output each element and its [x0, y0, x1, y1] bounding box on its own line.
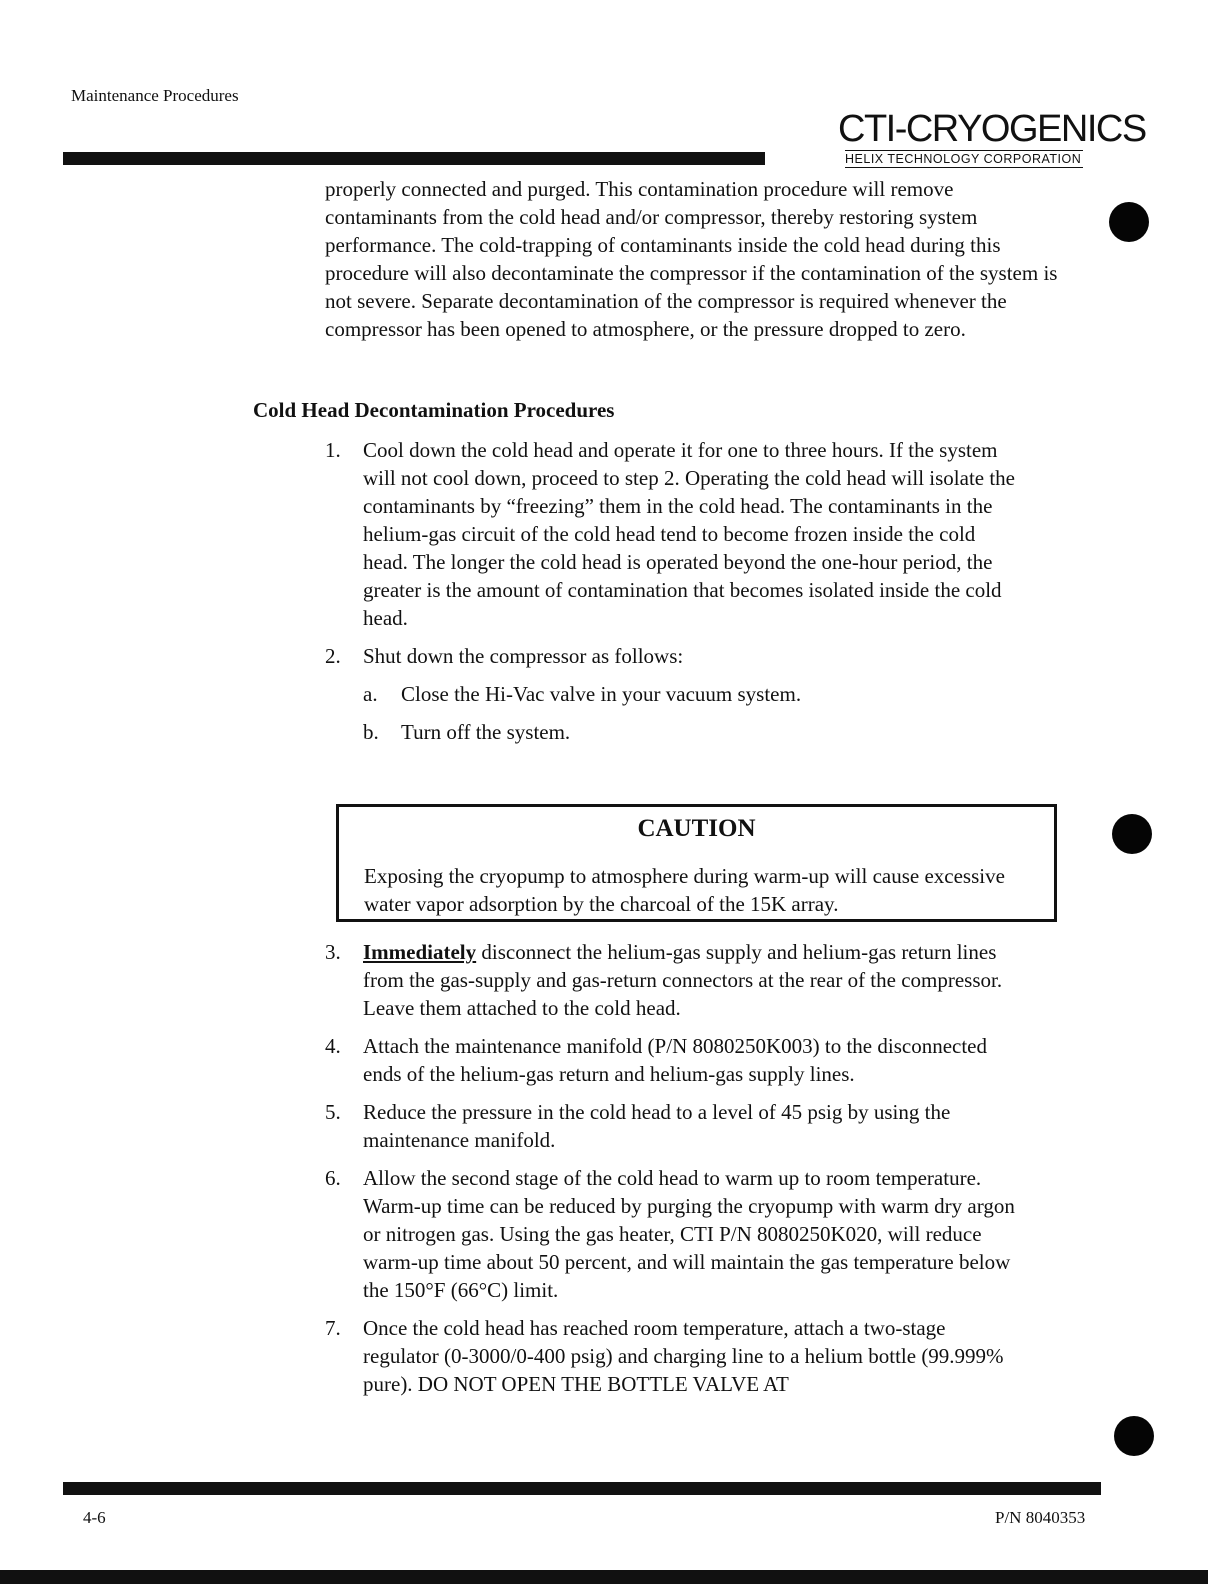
section-heading: Cold Head Decontamination Procedures — [253, 398, 615, 422]
list-item — [325, 1164, 1025, 1304]
caution-text: Exposing the cryopump to atmosphere during warm-up will cause excessive water vapor adsorption by the charcoal of the 15K array. — [364, 864, 1005, 916]
punch-hole-icon — [1114, 1416, 1154, 1456]
step-number: 1. — [325, 438, 341, 462]
company-logo: CTI-CRYOGENICS — [838, 108, 1146, 150]
step-text: Allow the second stage of the cold head to warm up to room temperature. Warm-up time can be reduced by purging the cryopump with warm dry argon or nitrogen gas. Using the gas heater, CTI P/N 8080250K020, will reduce warm-up time about 50 percent, and will maintain the gas temperature below the 150°F (66°C) limit. — [363, 1166, 1015, 1302]
sub-step-text: Close the Hi-Vac valve in your vacuum system. — [401, 682, 802, 706]
steps-list-top — [325, 436, 1025, 756]
footer-rule — [63, 1482, 1101, 1495]
part-number: P/N 8040353 — [995, 1508, 1086, 1527]
header-rule — [63, 152, 765, 165]
step-number: 7. — [325, 1316, 341, 1340]
step-text: Attach the maintenance manifold (P/N 8080250K003) to the disconnected ends of the helium-gas return and helium-gas supply lines. — [363, 1034, 988, 1086]
sub-item — [363, 718, 1025, 746]
step-text: Reduce the pressure in the cold head to a level of 45 psig by using the maintenance manifold. — [363, 1100, 951, 1152]
intro-paragraph: properly connected and purged. This contamination procedure will remove contaminants from the cold head and/or compressor, thereby restoring system performance. The cold-trapping of contaminants inside the cold head during this procedure will also decontaminate the compressor if the contamination of the system is not severe. Separate decontamination of the compressor is required whenever the compressor has been opened to atmosphere, or the pressure dropped to zero. — [325, 177, 1058, 341]
sub-step-text: Turn off the system. — [401, 720, 571, 744]
section-label: Maintenance Procedures — [71, 86, 239, 105]
scan-edge — [0, 1570, 1208, 1584]
list-item — [325, 1032, 1025, 1088]
sub-item — [363, 680, 1025, 708]
sub-step-letter: b. — [363, 720, 379, 744]
step-number: 4. — [325, 1034, 341, 1058]
step-text: Cool down the cold head and operate it for one to three hours. If the system will not cool down, proceed to step 2. Operating the cold head will isolate the contaminants by “freezing” them in the cold head. The contaminants in the helium-gas circuit of the cold head tend to become frozen inside the cold head. The longer the cold head is operated beyond the one-hour period, the greater is the amount of contamination that becomes isolated inside the cold head. — [363, 438, 1016, 630]
list-item — [325, 1314, 1025, 1398]
step-text: disconnect the helium-gas supply and helium-gas return lines from the gas-supply and gas-return connectors at the rear of the compressor. Leave them attached to the cold head. — [363, 940, 1003, 1020]
list-item — [325, 1098, 1025, 1154]
list-item — [325, 436, 1025, 632]
page-number: 4-6 — [83, 1508, 106, 1527]
step-number: 2. — [325, 644, 341, 668]
step-number: 5. — [325, 1100, 341, 1124]
step-text: Shut down the compressor as follows: — [363, 644, 684, 668]
step-number: 6. — [325, 1166, 341, 1190]
company-logo-subtitle: HELIX TECHNOLOGY CORPORATION — [845, 152, 1082, 166]
sub-step-letter: a. — [363, 682, 378, 706]
caution-title: CAUTION — [637, 815, 756, 842]
list-item — [325, 938, 1025, 1022]
list-item — [325, 642, 1025, 746]
step-text: Once the cold head has reached room temperature, attach a two-stage regulator (0-3000/0-400 psig) and charging line to a helium bottle (99.999% pure). DO NOT OPEN THE BOTTLE VALVE AT — [363, 1316, 1004, 1396]
punch-hole-icon — [1112, 814, 1152, 854]
punch-hole-icon — [1109, 202, 1149, 242]
step-number: 3. — [325, 940, 341, 964]
steps-list-bottom — [325, 938, 1025, 1408]
step-emphasis: Immediately — [363, 940, 477, 964]
caution-box — [336, 804, 1057, 922]
